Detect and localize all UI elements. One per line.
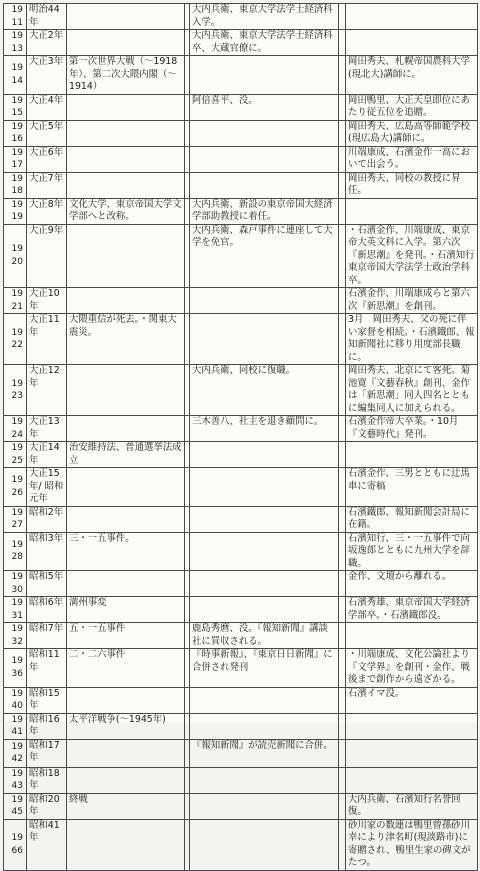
world-events-cell: 三・一五事件。: [67, 532, 185, 571]
table-row: [4, 739, 478, 767]
ishihama-family-cell: 岡田秀夫、札幌帝国農科大学(現北大)講師に。: [346, 56, 478, 95]
mid-gap-cell: [339, 687, 346, 713]
era-cell: 昭和18年: [27, 767, 67, 793]
ishihama-family-cell: 金作、文壇から離れる。: [346, 571, 478, 597]
newspaper-cell: [190, 687, 339, 713]
mid-gap-cell: [339, 739, 346, 767]
year-cell: 1920: [4, 224, 27, 288]
ishihama-family-cell: ・川端康成、文化公論社より『文学界』を創刊・金作、戦後まで創作から遠ざかる。: [346, 649, 478, 688]
table-row: [4, 365, 478, 416]
mid-gap-cell: [339, 30, 346, 56]
year-cell: 1913: [4, 30, 27, 56]
mid-gap-cell: [339, 623, 346, 649]
year-cell: 1923: [4, 365, 27, 416]
table-row: [4, 532, 478, 571]
era-cell: 昭和41年: [27, 819, 67, 870]
year-cell: 1924: [4, 416, 27, 442]
ishihama-family-cell: 岡田秀夫、同校の教授に昇任。: [346, 172, 478, 198]
ishihama-family-cell: ・石濱金作、川端康成、東京帝大英文科に入学。第六次『新思潮』を発刊。・石濱知行東京帝国大学法学士政治学科卒。: [346, 224, 478, 288]
mid-gap-cell: [339, 649, 346, 688]
year-cell: 1917: [4, 146, 27, 172]
table-row: [4, 4, 478, 30]
era-cell: 大正7年: [27, 172, 67, 198]
era-cell: 大正12年: [27, 365, 67, 416]
year-cell: 1911: [4, 4, 27, 30]
world-events-cell: 文化大学、東京帝国大学文学部へと改称。: [67, 198, 185, 224]
world-events-cell: [67, 224, 185, 288]
year-cell: 1926: [4, 468, 27, 507]
table-row: [4, 94, 478, 120]
year-cell: 1922: [4, 314, 27, 365]
era-cell: 昭和15年: [27, 687, 67, 713]
ishihama-family-cell: 岡田鴨里、大正天皇即位にあたり従五位を追贈。: [346, 94, 478, 120]
era-cell: 昭和7年: [27, 623, 67, 649]
year-cell: 1916: [4, 120, 27, 146]
ishihama-family-cell: [346, 767, 478, 793]
table-row: [4, 571, 478, 597]
year-cell: 1921: [4, 288, 27, 314]
era-cell: 昭和5年: [27, 571, 67, 597]
world-events-cell: [67, 819, 185, 870]
world-events-cell: [67, 120, 185, 146]
world-events-cell: 終戦: [67, 793, 185, 819]
table-row: [4, 56, 478, 95]
ishihama-family-cell: [346, 198, 478, 224]
mid-gap-cell: [339, 288, 346, 314]
world-events-cell: 満州事変: [67, 597, 185, 623]
table-row: [4, 819, 478, 870]
table-row: [4, 687, 478, 713]
table-row: [4, 597, 478, 623]
ishihama-family-cell: 岡田秀夫、北京にて客死。菊池寛『文藝春秋』創刊、金作は「新思潮」同人四名とともに編集同人に加えられる。: [346, 365, 478, 416]
mid-gap-cell: [339, 468, 346, 507]
era-cell: 大正14年: [27, 442, 67, 468]
newspaper-cell: [190, 532, 339, 571]
ishihama-family-cell: 3月 岡田秀夫、父の死に伴い家督を相続。・石濱鐵郎、報知新聞社に移り用度部長職に。: [346, 314, 478, 365]
world-events-cell: [67, 365, 185, 416]
table-row: [4, 713, 478, 739]
era-cell: 昭和2年: [27, 506, 67, 532]
mid-gap-cell: [339, 819, 346, 870]
era-cell: 大正2年: [27, 30, 67, 56]
newspaper-cell: 『報知新聞』が読売新聞に合併。: [190, 739, 339, 767]
ishihama-family-cell: 石濱金作帝大卒業。・10月『文藝時代』発刊。: [346, 416, 478, 442]
world-events-cell: 大隈重信が死去。・関東大震災。: [67, 314, 185, 365]
world-events-cell: [67, 416, 185, 442]
mid-gap-cell: [339, 713, 346, 739]
table-row: [4, 198, 478, 224]
era-cell: 大正5年: [27, 120, 67, 146]
era-cell: 昭和6年: [27, 597, 67, 623]
newspaper-cell: [190, 819, 339, 870]
newspaper-cell: 大内兵衛、東京大学法学士経済科入学。: [190, 4, 339, 30]
world-events-cell: 治安維持法、普通選挙法成立: [67, 442, 185, 468]
table-row: [4, 120, 478, 146]
mid-gap-cell: [339, 4, 346, 30]
mid-gap-cell: [339, 94, 346, 120]
year-cell: 1931: [4, 597, 27, 623]
table-row: [4, 146, 478, 172]
mid-gap-cell: [339, 767, 346, 793]
year-cell: 1919: [4, 198, 27, 224]
era-cell: 大正6年: [27, 146, 67, 172]
ishihama-family-cell: [346, 4, 478, 30]
newspaper-cell: [190, 793, 339, 819]
newspaper-cell: [190, 288, 339, 314]
year-cell: 1914: [4, 56, 27, 95]
table-row: [4, 288, 478, 314]
mid-gap-cell: [339, 314, 346, 365]
ishihama-family-cell: 岡田秀夫、広島高等師範学校(現広島大)講師に。: [346, 120, 478, 146]
mid-gap-cell: [339, 120, 346, 146]
table-row: [4, 442, 478, 468]
year-cell: 1925: [4, 442, 27, 468]
era-cell: 昭和11年: [27, 649, 67, 688]
year-cell: 1945: [4, 793, 27, 819]
world-events-cell: [67, 506, 185, 532]
newspaper-cell: [190, 597, 339, 623]
newspaper-cell: 鹿島秀麿、没。『報知新聞』講談社に買収される。: [190, 623, 339, 649]
newspaper-cell: [190, 571, 339, 597]
ishihama-family-cell: 川端康成、石濱金作一高において出会う。: [346, 146, 478, 172]
table-row: [4, 649, 478, 688]
mid-gap-cell: [339, 571, 346, 597]
ishihama-family-cell: [346, 739, 478, 767]
ishihama-family-cell: [346, 623, 478, 649]
era-cell: 大正9年: [27, 224, 67, 288]
mid-gap-cell: [339, 146, 346, 172]
year-cell: 1942: [4, 739, 27, 767]
ishihama-family-cell: 大内兵衛、石濱知行名誉回復。: [346, 793, 478, 819]
table-row: [4, 793, 478, 819]
world-events-cell: [67, 30, 185, 56]
era-cell: 昭和16年: [27, 713, 67, 739]
table-row: [4, 416, 478, 442]
table-row: [4, 468, 478, 507]
world-events-cell: 第一次世界大戦（～1918年）、第二次大隈内閣（～1914）: [67, 56, 185, 95]
year-cell: 1915: [4, 94, 27, 120]
world-events-cell: 二・二六事件: [67, 649, 185, 688]
world-events-cell: 五・一五事件: [67, 623, 185, 649]
year-cell: 1941: [4, 713, 27, 739]
ishihama-family-cell: [346, 30, 478, 56]
newspaper-cell: [190, 120, 339, 146]
world-events-cell: [67, 4, 185, 30]
world-events-cell: [67, 767, 185, 793]
era-cell: 大正11年: [27, 314, 67, 365]
table-row: [4, 506, 478, 532]
mid-gap-cell: [339, 793, 346, 819]
newspaper-cell: 大内兵衛、東京大学法学士経済科卒、大蔵官僚に。: [190, 30, 339, 56]
table-row: [4, 172, 478, 198]
table-row: [4, 314, 478, 365]
world-events-cell: [67, 468, 185, 507]
ishihama-family-cell: 石濱秀雄、東京帝国大学経済学部卒。・石濱鐵郎没。: [346, 597, 478, 623]
era-cell: 明治44年: [27, 4, 67, 30]
ishihama-family-cell: 石濱知行、三・一五事件で向坂逸郎とともに九州大学を辞職。: [346, 532, 478, 571]
mid-gap-cell: [339, 224, 346, 288]
world-events-cell: 太平洋戦争(～1945年): [67, 713, 185, 739]
ishihama-family-cell: [346, 713, 478, 739]
era-cell: 大正8年: [27, 198, 67, 224]
era-cell: 昭和20年: [27, 793, 67, 819]
newspaper-cell: [190, 56, 339, 95]
mid-gap-cell: [339, 198, 346, 224]
newspaper-cell: [190, 713, 339, 739]
year-cell: 1932: [4, 623, 27, 649]
mid-gap-cell: [339, 416, 346, 442]
year-cell: 1930: [4, 571, 27, 597]
ishihama-family-cell: 石濱鐵郎、報知新聞会計局に在籍。: [346, 506, 478, 532]
newspaper-cell: [190, 506, 339, 532]
year-cell: 1943: [4, 767, 27, 793]
era-cell: 大正3年: [27, 56, 67, 95]
year-cell: 1928: [4, 532, 27, 571]
table-row: [4, 30, 478, 56]
table-row: [4, 767, 478, 793]
mid-gap-cell: [339, 442, 346, 468]
newspaper-cell: 大内兵衛、同校に復職。: [190, 365, 339, 416]
era-cell: 大正10年: [27, 288, 67, 314]
table-row: [4, 224, 478, 288]
mid-gap-cell: [339, 172, 346, 198]
newspaper-cell: 『時事新報』、『東京日日新聞』に合併され発刊: [190, 649, 339, 688]
world-events-cell: [67, 571, 185, 597]
newspaper-cell: 阿倍喜平、没。: [190, 94, 339, 120]
world-events-cell: [67, 739, 185, 767]
era-cell: 昭和17年: [27, 739, 67, 767]
newspaper-cell: 大内兵衛、森戸事件に連座して大学を免官。: [190, 224, 339, 288]
era-cell: 昭和3年: [27, 532, 67, 571]
ishihama-family-cell: 石濱イマ没。: [346, 687, 478, 713]
world-events-cell: [67, 687, 185, 713]
ishihama-family-cell: 砂川家の数連は鴨里曾孫砂川幸により津名町(現淡路市)に寄贈され、鴨里生家の碑文がたつ。: [346, 819, 478, 870]
ishihama-family-cell: 石濱金作、三男とともに辻馬車に寄稿: [346, 468, 478, 507]
world-events-cell: [67, 94, 185, 120]
newspaper-cell: [190, 468, 339, 507]
chronology-page: [3, 3, 477, 868]
table-row: [4, 623, 478, 649]
world-events-cell: [67, 146, 185, 172]
mid-gap-cell: [339, 56, 346, 95]
newspaper-cell: [190, 767, 339, 793]
mid-gap-cell: [339, 532, 346, 571]
year-cell: 1966: [4, 819, 27, 870]
mid-gap-cell: [339, 365, 346, 416]
newspaper-cell: [190, 442, 339, 468]
era-cell: 大正4年: [27, 94, 67, 120]
era-cell: 大正13年: [27, 416, 67, 442]
year-cell: 1940: [4, 687, 27, 713]
newspaper-cell: 三木善八、社主を退き顧問に。: [190, 416, 339, 442]
chronology-table: [3, 3, 478, 871]
year-cell: 1927: [4, 506, 27, 532]
world-events-cell: [67, 172, 185, 198]
ishihama-family-cell: [346, 442, 478, 468]
newspaper-cell: [190, 172, 339, 198]
mid-gap-cell: [339, 506, 346, 532]
mid-gap-cell: [339, 597, 346, 623]
newspaper-cell: [190, 314, 339, 365]
year-cell: 1918: [4, 172, 27, 198]
world-events-cell: [67, 288, 185, 314]
ishihama-family-cell: 石濱金作、川端康成らと第六次『新思潮』を創刊。: [346, 288, 478, 314]
year-cell: 1936: [4, 649, 27, 688]
newspaper-cell: 大内兵衛、新設の東京帝国大経済学部助教授に着任。: [190, 198, 339, 224]
newspaper-cell: [190, 146, 339, 172]
era-cell: 大正15年/ 昭和元年: [27, 468, 67, 507]
